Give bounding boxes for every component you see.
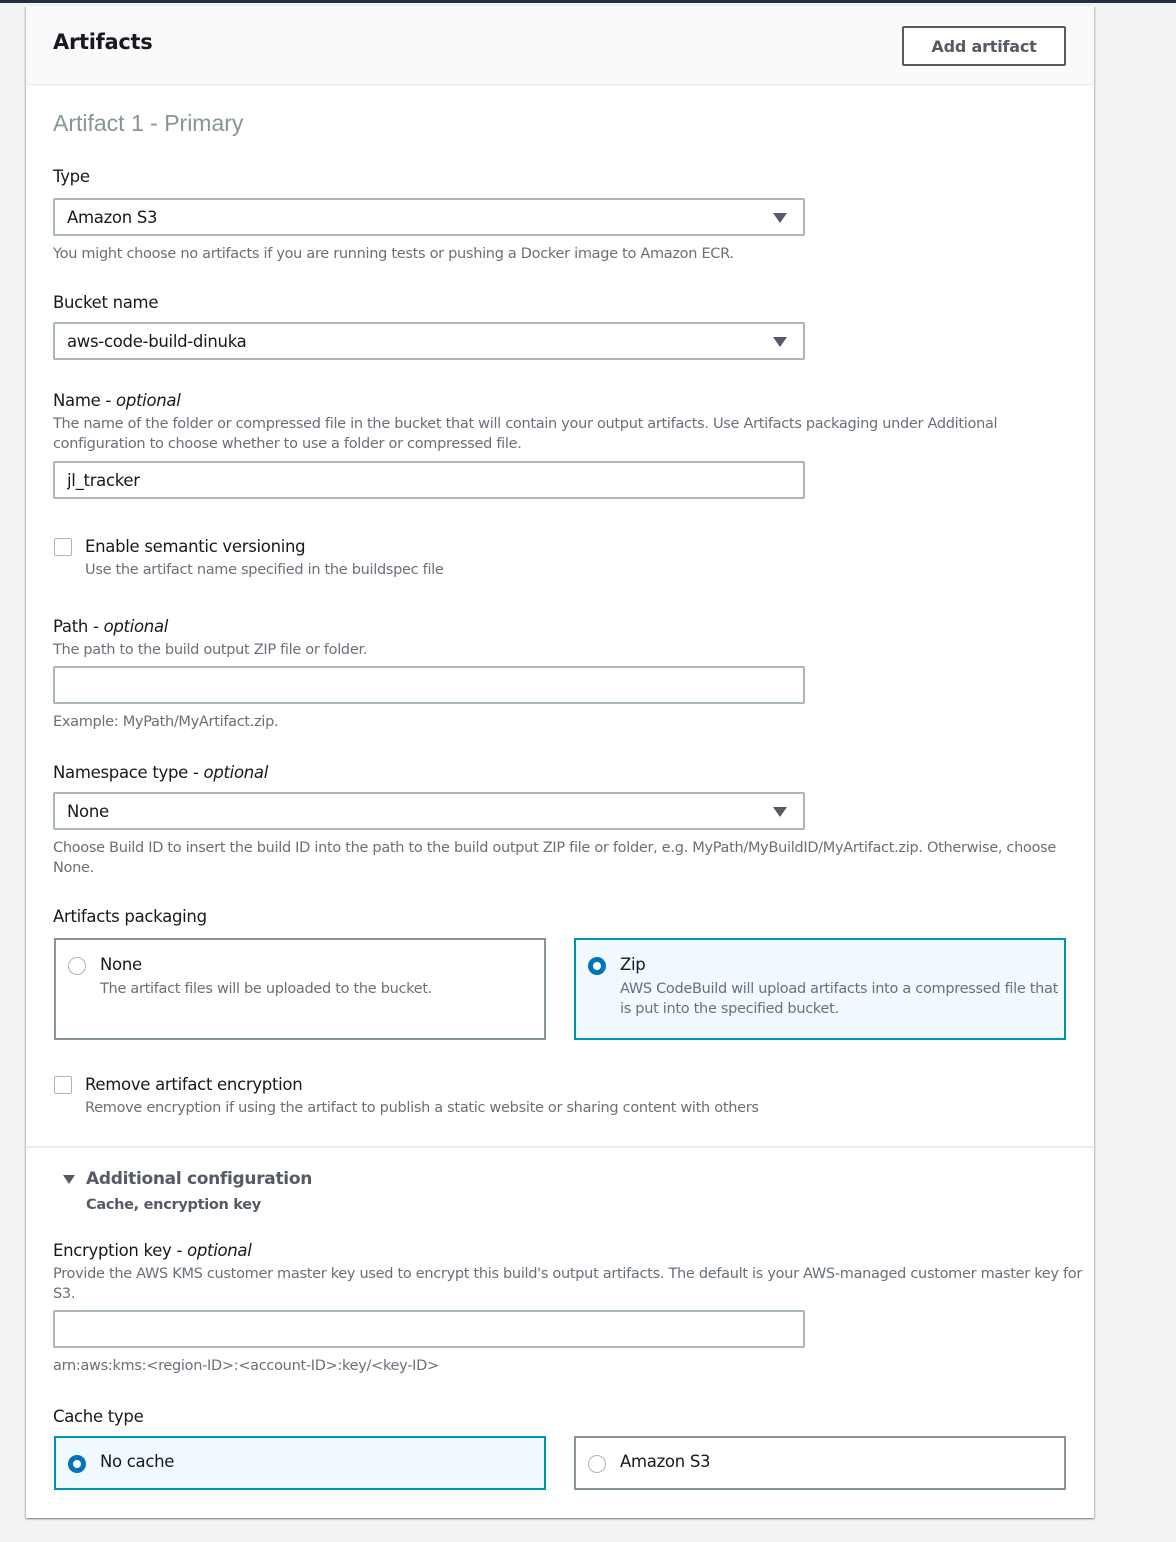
cache-type-label: Cache type	[53, 1407, 144, 1426]
cache-option-label: No cache	[100, 1452, 175, 1471]
namespace-description: Choose Build ID to insert the build ID into the path to the build output ZIP file or folder, e.g. MyPath/MyBuildID/MyArtifact.zip. Otherwise, choose None.	[53, 840, 1057, 876]
radio-no-cache[interactable]	[68, 1455, 86, 1473]
top-nav-bar	[0, 0, 1176, 3]
path-hint: Example: MyPath/MyArtifact.zip.	[53, 714, 279, 730]
bucket-label: Bucket name	[53, 293, 159, 312]
remove-encryption-checkbox[interactable]	[54, 1076, 72, 1094]
encryption-key-input[interactable]	[53, 1310, 805, 1348]
namespace-label-text: Namespace type -	[53, 763, 204, 782]
radio-amazon-s3[interactable]	[588, 1455, 606, 1473]
caret-down-icon	[773, 213, 787, 223]
caret-expanded-icon[interactable]	[63, 1175, 75, 1184]
optional-tag: optional	[116, 391, 181, 410]
packaging-option-label: None	[100, 955, 142, 974]
panel-title: Artifacts	[53, 30, 153, 54]
section-divider	[26, 1146, 1094, 1148]
semantic-versioning-label: Enable semantic versioning	[85, 537, 306, 556]
type-select[interactable]	[53, 198, 805, 236]
name-label	[53, 391, 181, 410]
caret-down-icon	[773, 337, 787, 347]
encryption-key-label-text: Encryption key -	[53, 1241, 188, 1260]
encryption-key-description: Provide the AWS KMS customer master key used to encrypt this build's output artifacts. The default is your AWS-managed customer master key for S3.	[53, 1266, 1083, 1302]
cache-option-no-cache[interactable]	[54, 1436, 546, 1490]
packaging-option-zip[interactable]	[574, 938, 1066, 1040]
cache-option-label: Amazon S3	[620, 1452, 711, 1471]
encryption-key-label	[53, 1241, 252, 1260]
remove-encryption-description: Remove encryption if using the artifact to publish a static website or sharing content with others	[85, 1100, 759, 1116]
remove-encryption-label: Remove artifact encryption	[85, 1075, 303, 1094]
panel-header	[26, 6, 1094, 85]
type-description: You might choose no artifacts if you are running tests or pushing a Docker image to Amazon ECR.	[53, 246, 734, 262]
name-description: The name of the folder or compressed file in the bucket that will contain your output artifacts. Use Artifacts packaging under Additional configuration to choose whether to use a folder or compressed file.	[53, 416, 998, 452]
semantic-versioning-checkbox[interactable]	[54, 538, 72, 556]
namespace-select-value: None	[67, 801, 109, 821]
packaging-option-description: The artifact files will be uploaded to the bucket.	[100, 981, 433, 997]
packaging-option-none[interactable]	[54, 938, 546, 1040]
bucket-select-value: aws-code-build-dinuka	[67, 331, 247, 351]
additional-config-toggle[interactable]: Additional configuration	[86, 1169, 313, 1189]
path-description: The path to the build output ZIP file or folder.	[53, 642, 368, 658]
packaging-option-description: AWS CodeBuild will upload artifacts into a compressed file that is put into the specified bucket.	[620, 981, 1059, 1017]
radio-none[interactable]	[68, 957, 86, 975]
caret-down-icon	[773, 807, 787, 817]
packaging-label: Artifacts packaging	[53, 907, 207, 926]
path-label-text: Path -	[53, 617, 104, 636]
add-artifact-button[interactable]: Add artifact	[902, 26, 1066, 66]
additional-config-subtitle: Cache, encryption key	[86, 1197, 261, 1213]
optional-tag: optional	[203, 763, 269, 782]
type-select-value: Amazon S3	[67, 207, 158, 227]
path-label	[53, 617, 168, 636]
bucket-select[interactable]	[53, 322, 805, 360]
artifact-heading: Artifact 1 - Primary	[53, 110, 244, 136]
optional-tag: optional	[187, 1241, 252, 1260]
packaging-option-label: Zip	[620, 955, 646, 974]
type-label: Type	[53, 167, 90, 186]
name-input[interactable]	[53, 461, 805, 499]
namespace-select[interactable]	[53, 792, 805, 830]
artifacts-panel	[26, 6, 1094, 1518]
radio-zip[interactable]	[588, 957, 606, 975]
name-label-text: Name -	[53, 391, 117, 410]
encryption-key-hint: arn:aws:kms:<region-ID>:<account-ID>:key/<key-ID>	[53, 1358, 439, 1374]
semantic-versioning-description: Use the artifact name specified in the buildspec file	[85, 562, 444, 578]
namespace-label	[53, 763, 268, 782]
optional-tag: optional	[103, 617, 169, 636]
path-input[interactable]	[53, 666, 805, 704]
cache-option-amazon-s3[interactable]	[574, 1436, 1066, 1490]
